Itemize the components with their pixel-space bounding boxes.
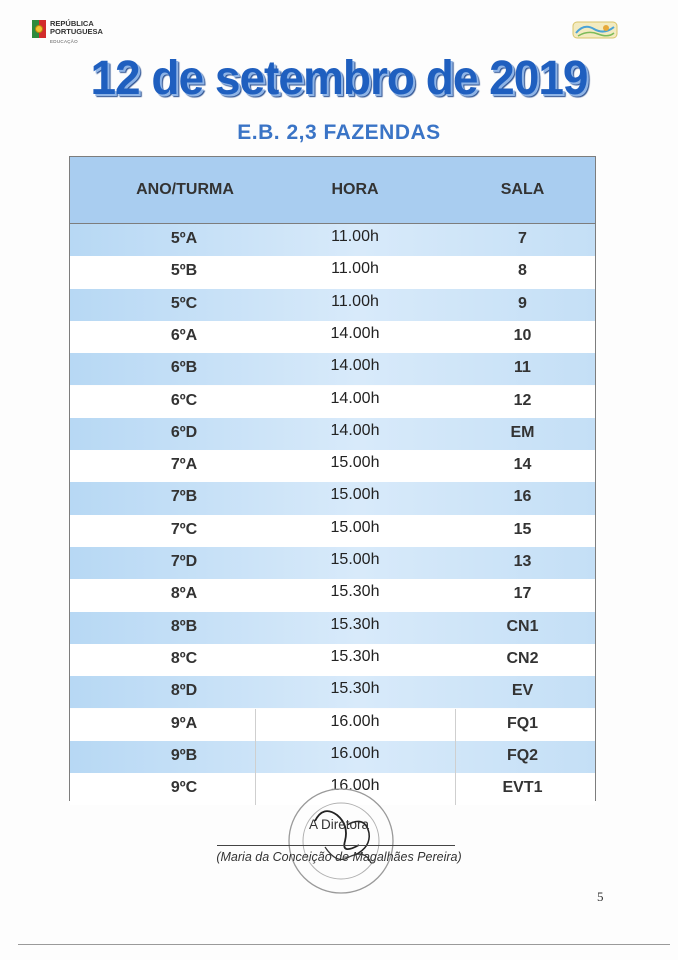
gov-logo-line1: REPÚBLICA [50,19,94,28]
sala-cell: CN2 [506,649,539,667]
table-row [70,321,595,353]
table-row [70,418,595,450]
table-row [70,741,595,773]
turma-cell: 6ºC [170,391,198,409]
table-row [70,579,595,611]
turma-cell: 7ºD [170,553,198,570]
gov-logo-sub: EDUCAÇÃO [50,39,78,44]
school-emblem-icon [572,19,618,41]
turma-cell: 9ºB [170,746,198,764]
sala-cell: 16 [513,488,532,506]
table-row [70,644,595,676]
hora-cell: 15.00h [330,454,380,472]
hora-cell: 11.00h [331,228,379,245]
column-header-turma: ANO/TURMA [136,181,234,198]
column-divider [455,709,456,806]
sala-cell: 11 [514,359,531,377]
table-row [70,709,595,741]
table-header [70,157,595,224]
turma-cell: 8ºA [170,585,198,603]
portugal-flag-icon [32,20,46,38]
schedule-table [69,156,596,801]
turma-cell: 9ºC [170,779,198,797]
table-row [70,482,595,514]
hora-cell: 14.00h [330,421,380,439]
hora-cell: 14.00h [330,324,380,342]
table-row [70,386,595,418]
hora-cell: 14.00h [330,357,380,375]
hora-cell: 15.30h [330,680,380,698]
page-title: 12 de setembro de 2019 [90,49,588,105]
signature-label: A Diretora [308,817,370,832]
sala-cell: EM [510,423,535,441]
sala-cell: 8 [518,262,527,280]
table-row [70,353,595,385]
sala-cell: EVT1 [502,779,543,797]
turma-cell: 7ºB [170,488,198,506]
hora-cell: 15.00h [330,551,380,568]
sala-cell: 10 [513,326,532,344]
column-header-sala: SALA [500,181,545,198]
table-row [70,289,595,321]
table-row [70,547,595,579]
page-number: 5 [597,889,604,904]
hora-cell: 15.00h [330,518,380,536]
sala-cell: 15 [513,520,532,538]
hora-cell: 14.00h [330,389,380,407]
hora-cell: 16.00h [330,777,380,795]
turma-cell: 7ºC [170,520,198,538]
hora-cell: 16.00h [330,744,380,762]
hora-cell: 15.30h [330,583,380,601]
footer-divider [18,944,670,945]
table-row [70,256,595,288]
sala-cell: 17 [513,585,532,603]
hora-cell: 11.00h [331,292,379,310]
hora-cell: 11.00h [331,260,379,278]
turma-cell: 6ºB [170,359,198,377]
table-row [70,224,595,256]
sala-cell: 9 [518,294,527,312]
school-name: E.B. 2,3 FAZENDAS [237,121,441,144]
table-row [70,676,595,708]
sala-cell: CN1 [506,617,539,635]
column-header-hora: HORA [331,181,379,198]
sala-cell: 13 [513,553,532,570]
column-divider [255,709,256,806]
turma-cell: 6ºA [170,326,198,344]
turma-cell: 8ºC [170,649,198,667]
official-stamp [285,785,397,897]
sala-cell: FQ1 [506,714,539,732]
turma-cell: 6ºD [170,423,198,441]
hora-cell: 15.30h [330,615,380,633]
sala-cell: FQ2 [506,746,539,764]
table-row [70,515,595,547]
signature-line [217,845,455,846]
sala-cell: 7 [518,230,527,247]
hora-cell: 15.30h [330,647,380,665]
turma-cell: 9ºA [170,714,198,732]
turma-cell: 5ºC [170,294,198,312]
signatory-name: (Maria da Conceição de Magalhães Pereira) [216,850,462,864]
turma-cell: 5ºB [170,262,198,280]
sala-cell: 12 [513,391,532,409]
turma-cell: 8ºD [170,682,198,700]
hora-cell: 16.00h [330,712,380,730]
sala-cell: 14 [513,456,532,474]
sala-cell: EV [511,682,534,700]
gov-logo-line2: PORTUGUESA [50,27,103,36]
turma-cell: 8ºB [170,617,198,635]
table-row [70,450,595,482]
hora-cell: 15.00h [330,486,380,504]
turma-cell: 7ºA [170,456,198,474]
republica-portuguesa-logo [32,20,103,44]
table-row [70,612,595,644]
turma-cell: 5ºA [170,230,198,247]
